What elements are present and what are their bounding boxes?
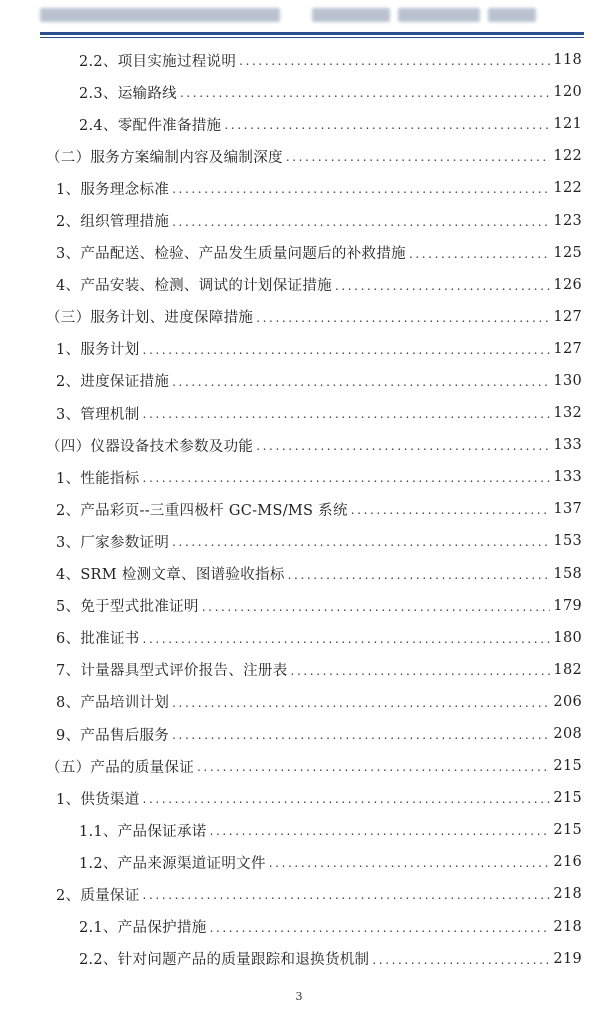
toc-entry-title: 8、产品培训计划	[56, 695, 170, 712]
toc-leader-dots	[351, 503, 551, 517]
toc-entry[interactable]	[46, 140, 582, 172]
toc-entry-page: 127	[553, 308, 582, 325]
toc-entry[interactable]	[46, 590, 582, 622]
toc-entry-title: 4、产品安装、检测、调试的计划保证措施	[56, 278, 332, 295]
toc-entry[interactable]	[46, 493, 582, 525]
toc-entry-page: 218	[553, 886, 582, 903]
toc-entry-page: 216	[553, 854, 582, 871]
toc-entry[interactable]	[46, 365, 582, 397]
header-rule-thin	[40, 37, 584, 38]
toc-entry-page: 130	[553, 372, 582, 389]
toc-entry-page: 208	[553, 726, 582, 743]
table-of-contents	[46, 44, 582, 975]
toc-entry-title: 1、供货渠道	[56, 791, 140, 808]
toc-entry-page: 215	[553, 790, 582, 807]
toc-entry-page: 125	[553, 244, 582, 261]
toc-leader-dots	[143, 471, 551, 485]
toc-entry-title: （五）产品的质量保证	[46, 759, 194, 776]
toc-leader-dots	[256, 439, 550, 453]
toc-entry-title: （四）仪器设备技术参数及功能	[46, 438, 254, 455]
toc-leader-dots	[172, 182, 550, 196]
toc-leader-dots	[210, 921, 551, 935]
toc-entry-page: 118	[553, 52, 582, 69]
toc-entry[interactable]	[46, 686, 582, 718]
toc-entry-title: 2.1、产品保护措施	[79, 920, 207, 937]
toc-entry-page: 180	[553, 629, 582, 646]
toc-entry-title: 3、产品配送、检验、产品发生质量问题后的补救措施	[56, 246, 406, 263]
toc-leader-dots	[256, 311, 550, 325]
toc-entry[interactable]	[46, 911, 582, 943]
blurred-company-name	[40, 8, 280, 22]
toc-leader-dots	[239, 54, 550, 68]
toc-entry-page: 182	[553, 661, 582, 678]
toc-entry-title: 5、免于型式批准证明	[56, 599, 199, 616]
toc-entry[interactable]	[46, 558, 582, 590]
toc-entry[interactable]	[46, 204, 582, 236]
toc-leader-dots	[288, 568, 551, 582]
toc-leader-dots	[224, 118, 550, 132]
toc-entry-page: 122	[553, 180, 582, 197]
toc-entry[interactable]	[46, 269, 582, 301]
toc-leader-dots	[143, 888, 551, 902]
toc-entry[interactable]	[46, 814, 582, 846]
toc-entry-page: 133	[553, 469, 582, 486]
toc-entry-page: 215	[553, 758, 582, 775]
toc-entry-title: 2、产品彩页--三重四极杆 GC-MS/MS 系统	[56, 502, 348, 519]
toc-entry-title: （三）服务计划、进度保障措施	[46, 310, 254, 327]
toc-entry-title: 9、产品售后服务	[56, 727, 170, 744]
toc-entry-title: 2.2、针对问题产品的质量跟踪和退换货机制	[79, 952, 370, 969]
toc-entry[interactable]	[46, 943, 582, 975]
blurred-contact-left	[312, 8, 390, 22]
toc-entry-page: 127	[553, 340, 582, 357]
toc-entry-title: 2.4、零配件准备措施	[79, 117, 222, 134]
toc-entry[interactable]	[46, 461, 582, 493]
toc-entry-page: 206	[553, 693, 582, 710]
toc-entry[interactable]	[46, 397, 582, 429]
toc-entry[interactable]	[46, 750, 582, 782]
toc-entry-title: 2、质量保证	[56, 887, 140, 904]
toc-entry-page: 122	[553, 148, 582, 165]
toc-leader-dots	[409, 247, 550, 261]
toc-leader-dots	[143, 407, 551, 421]
toc-leader-dots	[143, 343, 551, 357]
toc-entry-page: 219	[553, 950, 582, 967]
toc-entry[interactable]	[46, 44, 582, 76]
blurred-contact-right	[488, 8, 536, 22]
page-number: 3	[295, 990, 303, 1003]
toc-entry-page: 120	[553, 84, 582, 101]
toc-entry-title: 1、服务计划	[56, 342, 140, 359]
toc-entry[interactable]	[46, 429, 582, 461]
toc-leader-dots	[172, 535, 550, 549]
toc-entry-page: 123	[553, 212, 582, 229]
toc-entry-page: 121	[553, 116, 582, 133]
toc-entry-title: 7、计量器具型式评价报告、注册表	[56, 663, 288, 680]
toc-leader-dots	[143, 632, 551, 646]
toc-leader-dots	[172, 375, 550, 389]
toc-entry[interactable]	[46, 878, 582, 910]
toc-entry[interactable]	[46, 301, 582, 333]
toc-leader-dots	[202, 600, 551, 614]
page-header	[0, 0, 598, 40]
toc-entry[interactable]	[46, 525, 582, 557]
toc-entry-title: 6、批准证书	[56, 631, 140, 648]
toc-leader-dots	[210, 824, 551, 838]
blurred-contact-mid	[398, 8, 480, 22]
toc-leader-dots	[197, 760, 550, 774]
toc-leader-dots	[172, 215, 550, 229]
toc-entry[interactable]	[46, 782, 582, 814]
toc-entry-page: 133	[553, 437, 582, 454]
toc-entry[interactable]	[46, 76, 582, 108]
toc-leader-dots	[286, 150, 551, 164]
toc-entry[interactable]	[46, 333, 582, 365]
toc-entry-page: 153	[553, 533, 582, 550]
toc-entry-title: 2、进度保证措施	[56, 374, 170, 391]
toc-entry-title: 2.3、运输路线	[79, 85, 177, 102]
toc-entry-title: 3、厂家参数证明	[56, 534, 170, 551]
toc-leader-dots	[269, 856, 551, 870]
toc-leader-dots	[335, 279, 550, 293]
header-rule-thick	[40, 32, 584, 35]
toc-entry-title: （二）服务方案编制内容及编制深度	[46, 149, 283, 166]
toc-entry[interactable]	[46, 654, 582, 686]
toc-entry-page: 179	[553, 597, 582, 614]
toc-leader-dots	[172, 728, 550, 742]
toc-entry-page: 218	[553, 918, 582, 935]
toc-entry[interactable]	[46, 718, 582, 750]
toc-leader-dots	[372, 953, 550, 967]
toc-entry-page: 132	[553, 405, 582, 422]
toc-entry[interactable]	[46, 237, 582, 269]
toc-entry-title: 4、SRM 检测文章、图谱验收指标	[56, 567, 285, 584]
toc-entry-page: 158	[553, 565, 582, 582]
toc-entry[interactable]	[46, 108, 582, 140]
toc-entry-page: 137	[553, 501, 582, 518]
toc-entry[interactable]	[46, 622, 582, 654]
toc-entry-title: 1.2、产品来源渠道证明文件	[79, 855, 266, 872]
toc-entry-page: 126	[553, 276, 582, 293]
toc-entry[interactable]	[46, 846, 582, 878]
toc-entry[interactable]	[46, 172, 582, 204]
toc-leader-dots	[143, 792, 551, 806]
toc-leader-dots	[291, 664, 551, 678]
toc-entry-title: 3、管理机制	[56, 406, 140, 423]
toc-leader-dots	[172, 696, 550, 710]
toc-entry-page: 215	[553, 822, 582, 839]
toc-entry-title: 1、性能指标	[56, 470, 140, 487]
toc-entry-title: 1.1、产品保证承诺	[79, 823, 207, 840]
toc-entry-title: 1、服务理念标准	[56, 181, 170, 198]
toc-entry-title: 2.2、项目实施过程说明	[79, 53, 237, 70]
toc-leader-dots	[180, 86, 550, 100]
toc-entry-title: 2、组织管理措施	[56, 214, 170, 231]
